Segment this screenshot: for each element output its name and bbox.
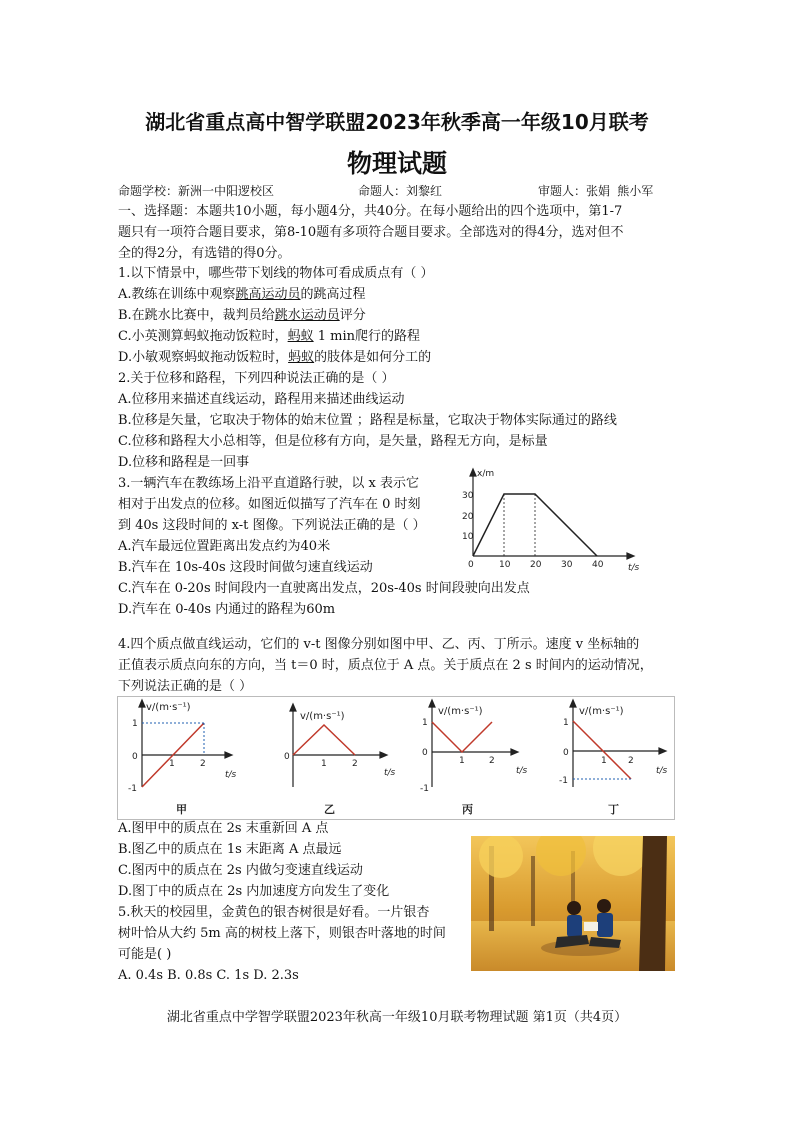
bing-xlabel: t/s xyxy=(516,766,528,776)
q1-d-text: D.小敏观察蚂蚁拖动饭粒时， xyxy=(118,350,289,365)
bing-tick1: 1 xyxy=(459,756,465,766)
q4-stem-line2: 正值表示质点向东的方向，当 t＝0 时，质点位于 A 点。关于质点在 2 s 时间内的运动情况， xyxy=(118,658,653,673)
section-header-line2: 题只有一项符合题目要求，第8-10题有多项符合题目要求。全部选对的得4分，选对但不 xyxy=(118,225,624,240)
q4-option-d: D.图丁中的质点在 2s 内加速度方向发生了变化 xyxy=(118,884,390,899)
ding-yn: -1 xyxy=(559,776,568,786)
xt-ytick-20: 20 xyxy=(462,512,474,522)
jia-yp: 1 xyxy=(132,719,138,729)
ding-tick1: 1 xyxy=(601,756,607,766)
q4-option-c: C.图丙中的质点在 2s 内做匀变速直线运动 xyxy=(118,863,363,878)
q3-option-c: C.汽车在 0-20s 时间段内一直驶离出发点，20s-40s 时间段驶向出发点 xyxy=(118,581,530,596)
meta-school: 命题学校：新洲一中阳逻校区 xyxy=(118,184,275,198)
jia-y-arrow xyxy=(139,700,145,707)
q4-option-b: B.图乙中的质点在 1s 末距离 A 点最远 xyxy=(118,842,342,857)
xt-ytick-10: 10 xyxy=(462,532,474,542)
jia-yn: -1 xyxy=(128,784,137,794)
xt-graph xyxy=(448,466,673,576)
xt-xtick-10: 10 xyxy=(499,560,511,570)
jia-ylabel: v/(m·s⁻¹) xyxy=(146,702,191,713)
ding-y-arrow xyxy=(570,700,576,707)
q1-stem: 1.以下情景中，哪些带下划线的物体可看成质点有（ ） xyxy=(118,266,434,281)
page-footer: 湖北省重点中学智学联盟2023年秋高一年级10月联考物理试题 第1页（共4页） xyxy=(166,1010,628,1025)
q1-c-underlined: 蚂蚁 xyxy=(287,329,314,344)
q1-b-text: B.在跳水比赛中，裁判员给 xyxy=(118,308,275,323)
q1-d-text-end: 的肢体是如何分工的 xyxy=(314,350,432,365)
q3-stem-line2: 相对于出发点的位移。如图近似描写了汽车在 0 时刻 xyxy=(118,497,421,512)
q1-a-text: A.教练在训练中观察 xyxy=(118,287,236,302)
bing-name: 丙 xyxy=(462,803,473,816)
section-header-line1: 一、选择题：本题共10小题，每小题4分，共40分。在每小题给出的四个选项中，第1-7 xyxy=(118,204,623,219)
yi-xlabel: t/s xyxy=(384,768,396,778)
vt-graphs-svg xyxy=(118,697,674,819)
jia-xlabel: t/s xyxy=(225,770,237,780)
yi-tick2: 2 xyxy=(352,759,358,769)
yi-tick1: 1 xyxy=(321,759,327,769)
xt-ylabel: x/m xyxy=(477,469,495,479)
xt-x-arrow xyxy=(627,553,634,559)
section-header-line3: 全的得2分，有选错的得0分。 xyxy=(118,246,291,261)
q1-c-text-end: 1 min爬行的路程 xyxy=(313,329,421,344)
xt-xlabel: t/s xyxy=(628,563,640,573)
bing-ylabel: v/(m·s⁻¹) xyxy=(438,706,483,717)
yi-x-arrow xyxy=(380,752,387,758)
ding-ylabel: v/(m·s⁻¹) xyxy=(579,706,624,717)
q4-stem-line1: 4.四个质点做直线运动，它们的 v-t 图像分别如图中甲、乙、丙、丁所示。速度 v 坐标轴的 xyxy=(118,637,640,652)
q3-stem-line1: 3.一辆汽车在教练场上沿平直道路行驶，以 x 表示它 xyxy=(118,476,419,491)
yi-y-arrow xyxy=(290,704,296,711)
bing-yn: -1 xyxy=(420,784,429,794)
exam-title: 湖北省重点高中智学联盟2023年秋季高一年级10月联考 xyxy=(145,110,649,134)
q5-stem-line2: 树叶恰从大约 5m 高的树枝上落下，则银杏叶落地的时间 xyxy=(118,926,446,941)
yi-v-line xyxy=(293,725,355,755)
meta-reviewer: 审题人：张娟 熊小军 xyxy=(538,184,654,198)
bing-origin: 0 xyxy=(422,748,428,758)
q5-options: A. 0.4s B. 0.8s C. 1s D. 2.3s xyxy=(118,968,299,983)
jia-x-arrow xyxy=(225,752,232,758)
ding-tick2: 2 xyxy=(628,756,634,766)
yi-name: 乙 xyxy=(324,803,335,816)
q3-option-a: A.汽车最远位置距离出发点约为40米 xyxy=(118,539,331,554)
xt-xtick-30: 30 xyxy=(561,560,573,570)
q3-option-d: D.汽车在 0-40s 内通过的路程为60m xyxy=(118,602,336,617)
xt-xtick-40: 40 xyxy=(592,560,604,570)
ding-origin: 0 xyxy=(563,748,569,758)
q1-a-text-end: 的跳高过程 xyxy=(300,287,366,302)
yi-origin: 0 xyxy=(284,752,290,762)
yi-ylabel: v/(m·s⁻¹) xyxy=(300,711,345,722)
q4-stem-line3: 下列说法正确的是（ ） xyxy=(118,679,253,694)
q3-option-b: B.汽车在 10s-40s 这段时间做匀速直线运动 xyxy=(118,560,373,575)
q3-stem-line3: 到 40s 这段时间的 x-t 图像。下列说法正确的是（ ） xyxy=(118,518,426,533)
xt-xtick-20: 20 xyxy=(530,560,542,570)
subject-title: 物理试题 xyxy=(346,149,447,178)
bing-v-line xyxy=(432,722,492,752)
xt-origin: 0 xyxy=(468,560,474,570)
q5-stem-line1: 5.秋天的校园里，金黄色的银杏树很是好看。一片银杏 xyxy=(118,905,430,920)
q5-stem-line3: 可能是( ) xyxy=(118,947,172,962)
bing-yp: 1 xyxy=(422,718,428,728)
q2-option-d: D.位移和路程是一回事 xyxy=(118,455,250,470)
bing-x-arrow xyxy=(511,749,518,755)
q1-d-underlined: 蚂蚁 xyxy=(288,350,315,365)
q1-option-b xyxy=(118,308,366,324)
bing-tick2: 2 xyxy=(489,756,495,766)
ding-name: 丁 xyxy=(608,803,619,816)
q1-b-text-end: 评分 xyxy=(339,308,366,323)
q2-option-b: B.位移是矢量，它取决于物体的始末位置 ；路程是标量，它取决于物体实际通过的路线 xyxy=(118,413,617,428)
ding-xlabel: t/s xyxy=(656,766,668,776)
q1-option-c xyxy=(118,329,420,345)
q2-stem: 2.关于位移和路程，下列四种说法正确的是（ ） xyxy=(118,371,395,386)
q1-b-underlined: 跳水运动员 xyxy=(274,308,340,323)
jia-tick1: 1 xyxy=(169,759,175,769)
ding-x-arrow xyxy=(659,748,666,754)
q1-a-underlined: 跳高运动员 xyxy=(235,287,301,302)
q1-option-d xyxy=(118,350,431,366)
q2-option-c: C.位移和路程大小总相等，但是位移有方向，是矢量，路程无方向，是标量 xyxy=(118,434,548,449)
q1-c-text: C.小英测算蚂蚁拖动饭粒时， xyxy=(118,329,288,344)
ding-v-line xyxy=(573,721,631,779)
bing-y-arrow xyxy=(429,700,435,707)
ding-yp: 1 xyxy=(563,718,569,728)
meta-author: 命题人：刘黎红 xyxy=(358,184,443,198)
ginkgo-photo xyxy=(471,836,675,971)
jia-name: 甲 xyxy=(176,803,187,816)
jia-tick2: 2 xyxy=(200,759,206,769)
xt-y-arrow xyxy=(470,469,476,476)
q1-option-a xyxy=(118,287,366,303)
xt-ytick-30: 30 xyxy=(462,491,474,501)
q2-option-a: A.位移用来描述直线运动，路程用来描述曲线运动 xyxy=(118,392,405,407)
vt-graphs-box xyxy=(117,696,675,820)
jia-origin: 0 xyxy=(132,752,138,762)
q4-option-a: A.图甲中的质点在 2s 末重新回 A 点 xyxy=(118,821,329,836)
